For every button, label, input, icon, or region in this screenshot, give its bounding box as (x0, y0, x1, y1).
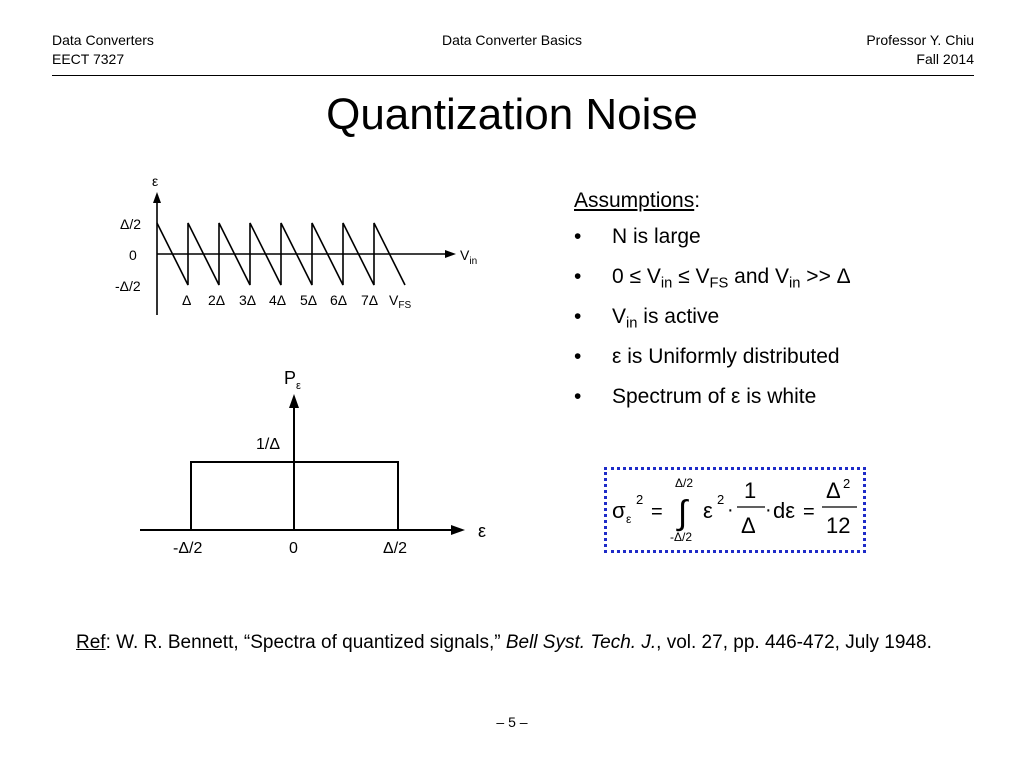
slide-title: Quantization Noise (326, 90, 698, 139)
pdf-xtick-zero: 0 (289, 540, 298, 557)
pdf-x-label: ε (478, 521, 487, 541)
header-course-code: EECT 7327 (52, 51, 125, 67)
reference-authors: : W. R. Bennett, “Spectra of quantized signals,” (105, 632, 506, 653)
pdf-x-arrowhead (451, 525, 465, 535)
assumption-text: Spectrum of ε is white (612, 385, 817, 408)
assumption-item-1 (574, 225, 994, 265)
sawtooth-y-label: ε (152, 173, 159, 189)
eq-sigma-sup: 2 (636, 492, 644, 507)
sawtooth-xtick-7: 7Δ (361, 292, 379, 308)
bullet-icon: • (574, 225, 582, 248)
eq-frac2-num: Δ (826, 478, 841, 503)
reference-journal: Bell Syst. Tech. J. (505, 632, 657, 653)
sawtooth-y-arrowhead (153, 192, 161, 203)
assumption-item-3 (574, 305, 994, 345)
bullet-icon: • (574, 385, 582, 408)
header-professor: Professor Y. Chiu (866, 32, 974, 48)
assumption-item-5 (574, 385, 994, 425)
eq-epsilon: ε (703, 498, 713, 523)
header-term: Fall 2014 (916, 51, 974, 67)
eq-d-epsilon: dε (773, 498, 796, 523)
assumption-text: $0 \le V_{in} \le V_{FS}$ and $V_{in} >> \Delta$ (612, 265, 851, 292)
assumptions-heading: Assumptions: (574, 189, 701, 212)
page-number: – 5 – (496, 714, 528, 730)
eq-dot-2: · (765, 499, 772, 521)
assumption-item-4 (574, 345, 994, 385)
reference-label: Ref (76, 632, 106, 653)
pdf-y-label: $P_\varepsilon$ (284, 368, 301, 392)
sawtooth-ytick-top: Δ/2 (120, 216, 142, 232)
pdf-xtick-right: Δ/2 (383, 540, 408, 557)
assumptions-list (574, 185, 994, 425)
bullet-icon: • (574, 345, 582, 368)
eq-equals-1: = (651, 501, 663, 523)
sawtooth-xtick-6: 6Δ (330, 292, 348, 308)
header-course-name: Data Converters (52, 32, 154, 48)
eq-sigma-sub: ε (626, 512, 632, 526)
sawtooth-xtick-5: 5Δ (300, 292, 318, 308)
pdf-height-label: 1/Δ (256, 436, 281, 453)
eq-equals-2: = (803, 501, 815, 523)
pdf-xtick-left: -Δ/2 (173, 540, 203, 557)
eq-integral: ∫ (678, 494, 688, 532)
eq-frac1-den: Δ (741, 513, 756, 538)
sawtooth-ytick-zero: 0 (129, 247, 137, 263)
eq-frac2-num-sup: 2 (843, 476, 851, 491)
eq-dot-1: · (727, 499, 734, 521)
sawtooth-x-label: $V_{in}$ (460, 247, 478, 267)
bullet-icon: • (574, 305, 582, 328)
bullet-icon: • (574, 265, 582, 288)
assumption-text: N is large (612, 225, 701, 248)
eq-sigma: σ (612, 498, 626, 523)
sawtooth-xtick-3: 3Δ (239, 292, 257, 308)
sawtooth-ytick-bottom: -Δ/2 (115, 278, 141, 294)
header-topic: Data Converter Basics (441, 32, 583, 48)
eq-frac2-den: 12 (826, 513, 851, 538)
assumption-text: ε is Uniformly distributed (612, 345, 840, 368)
sawtooth-xtick-vfs: $V_{FS}$ (389, 292, 412, 311)
reference-details: , vol. 27, pp. 446-472, July 1948. (656, 632, 932, 653)
sawtooth-x-arrowhead (445, 250, 456, 258)
sawtooth-labels (115, 173, 477, 311)
pdf-plot (140, 394, 465, 535)
pdf-y-arrowhead (289, 394, 299, 408)
assumption-item-2 (574, 265, 994, 305)
sawtooth-xtick-2: 2Δ (208, 292, 226, 308)
assumption-text: $V_{in}$ is active (612, 305, 720, 332)
eq-upper-limit: Δ/2 (675, 476, 694, 490)
eq-lower-limit: -Δ/2 (670, 530, 693, 544)
sawtooth-xtick-1: Δ (182, 292, 192, 308)
reference-citation (76, 629, 1014, 656)
eq-epsilon-sup: 2 (717, 492, 725, 507)
eq-frac1-num: 1 (744, 478, 757, 503)
equation-box (604, 467, 866, 553)
sawtooth-xtick-4: 4Δ (269, 292, 287, 308)
